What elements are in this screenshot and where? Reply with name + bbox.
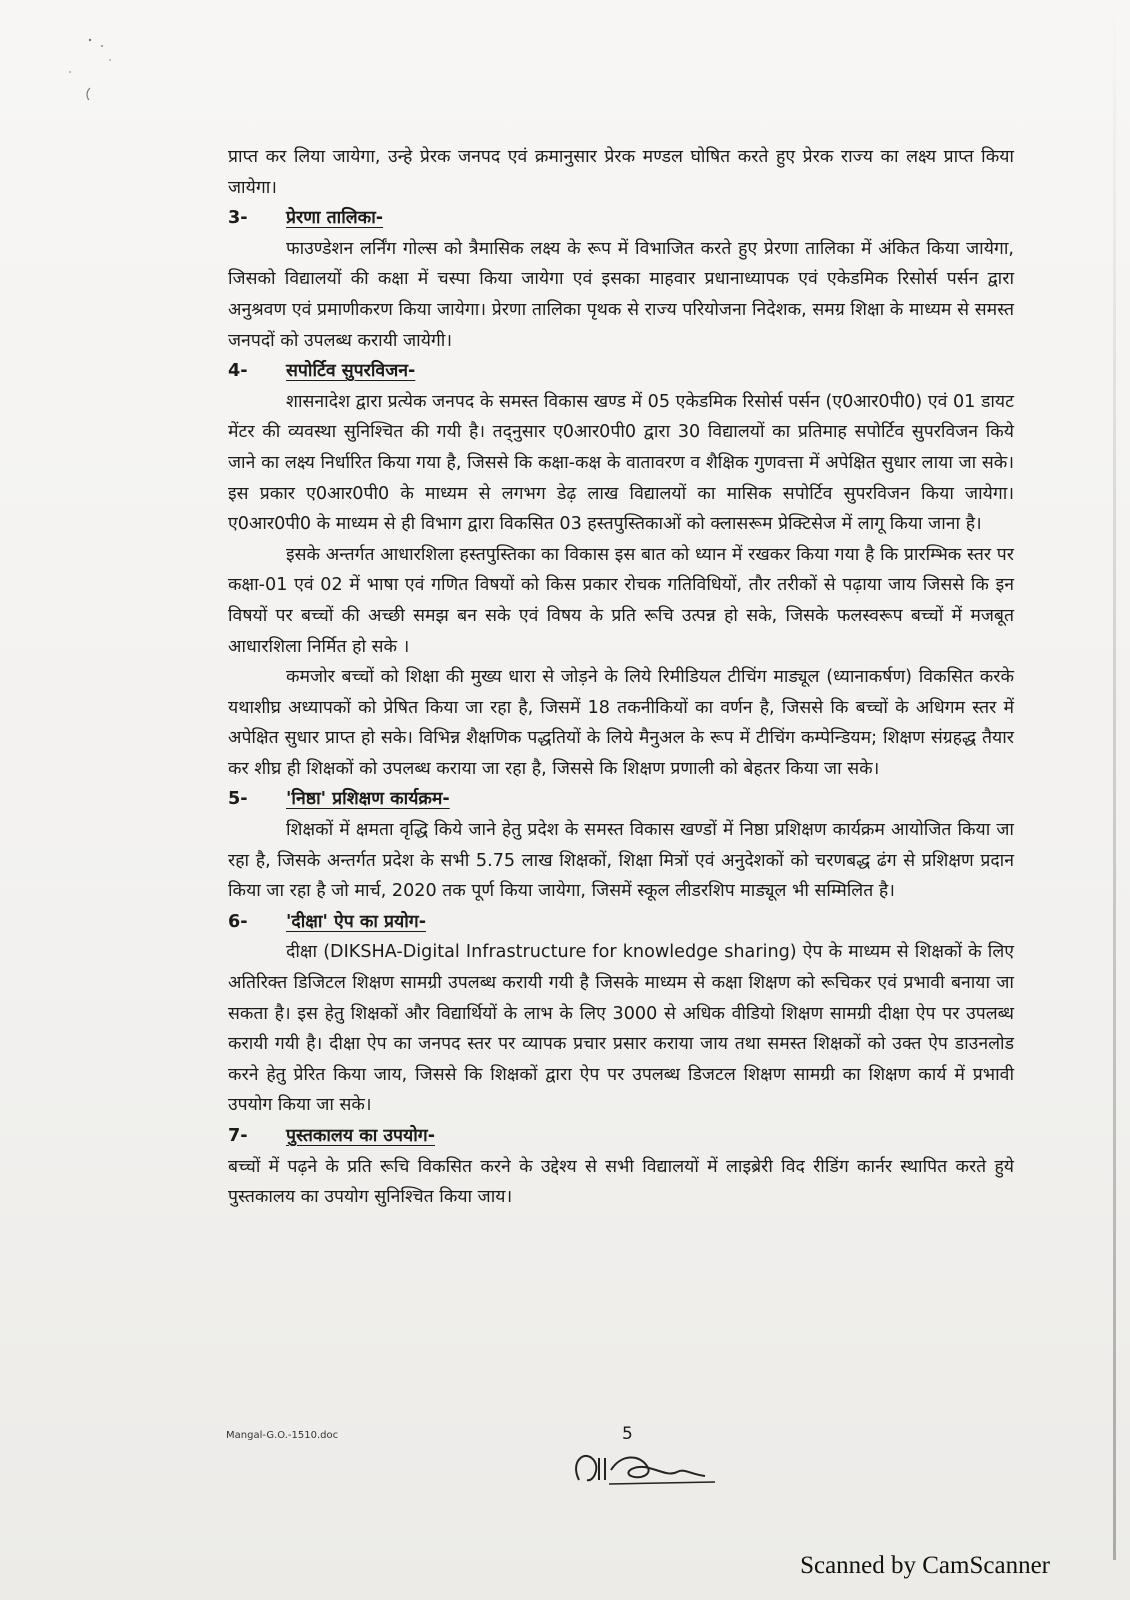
section-title: प्रेरणा तालिका-: [286, 208, 384, 229]
page-edge-shadow: [1113, 0, 1116, 1560]
section-heading-5: [228, 784, 1014, 815]
section-heading-7: [228, 1121, 1014, 1152]
section-title: 'निष्ठा' प्रशिक्षण कार्यक्रम-: [286, 789, 450, 810]
page-number: 5: [622, 1424, 633, 1444]
paragraph-remedial-teaching: कमजोर बच्चों को शिक्षा की मुख्य धारा से जोड़ने के लिये रिमीडियल टीचिंग माड्यूल (ध्यानाकर्षण) विकसित करके यथाशीघ्र अध्यापकों को प्रेषित किया जा रहा है, जिसमें 18 तकनीकियों का वर्णन है, जिससे कि बच्चों के अधिगम स्तर में अपेक्षित सुधार प्राप्त हो सके। विभिन्न शैक्षणिक पद्धतियों के लिये मैनुअल के रूप में टीचिंग कम्पेन्डियम; शिक्षण संग्रहद्ध तैयार कर शीघ्र ही शिक्षकों को उपलब्ध कराया जा रहा है, जिससे कि शिक्षण प्रणाली को बेहतर किया जा सके।: [228, 667, 1014, 779]
document-filename: Mangal-G.O.-1510.doc: [226, 1430, 339, 1441]
section-number: 7-: [228, 1126, 248, 1146]
paragraph-library-use: बच्चों में पढ़ने के प्रति रूचि विकसित करने के उद्देश्य से सभी विद्यालयों में लाइब्रेरी विद रीडिंग कार्नर स्थापित करते हुये पुस्तकालय का उपयोग सुनिश्चित किया जाय।: [228, 1156, 1014, 1208]
section-number: 3-: [228, 208, 248, 229]
document-body: [228, 142, 1014, 1213]
paragraph-aadharshila: इसके अन्तर्गत आधारशिला हस्तपुस्तिका का विकास इस बात को ध्यान में रखकर किया गया है कि प्रारम्भिक स्तर पर कक्षा-01 एवं 02 में भाषा एवं गणित विषयों को किस प्रकार रोचक गतिविधियों, तौर तरीकों से पढ़ाया जाय जिससे कि इन विषयों पर बच्चों की अच्छी समझ बन सके एवं विषय के प्रति रूचि उत्पन्न हो सके, जिसके फलस्वरूप बच्चों में मजबूत आधारशिला निर्मित हो सके ।: [228, 544, 1014, 657]
section-number: 5-: [228, 789, 248, 810]
section-title: 'दीक्षा' ऐप का प्रयोग-: [286, 911, 426, 932]
section-number: 4-: [228, 361, 248, 382]
paragraph-intro-continuation: प्राप्त कर लिया जायेगा, उन्हे प्रेरक जनपद एवं क्रमानुसार प्रेरक मण्डल घोषित करते हुए प्रेरक राज्य का लक्ष्य प्राप्त किया जायेगा।: [228, 147, 1014, 198]
section-heading-3: [228, 203, 1014, 234]
paragraph-diksha-app: दीक्षा (DIKSHA-Digital Infrastructure for knowledge sharing) ऐप के माध्यम से शिक्षकों के लिए अतिरिक्त डिजिटल शिक्षण सामग्री उपलब्ध करायी गयी है जिसके माध्यम से कक्षा शिक्षण को रूचिकर एवं प्रभावी बनाया जा सकता है। इस हेतु शिक्षकों और विद्यार्थियों के लाभ के लिए 3000 से अधिक वीडियो शिक्षण सामग्री दीक्षा ऐप पर उपलब्ध करायी गयी है। दीक्षा ऐप का जनपद स्तर पर व्यापक प्रचार प्रसार कराया जाय तथा समस्त शिक्षकों को उक्त ऐप डाउनलोड करने हेतु प्रेरित किया जाय, जिससे कि शिक्षकों द्वारा ऐप पर उपलब्ध डिजटल शिक्षण सामग्री का शिक्षण कार्य में प्रभावी उपयोग किया जा सके।: [228, 942, 1014, 1116]
paragraph-supportive-supervision: शासनादेश द्वारा प्रत्येक जनपद के समस्त विकास खण्ड में 05 एकेडमिक रिसोर्स पर्सन (ए0आर0पी0) एवं 01 डायट मेंटर की व्यवस्था सुनिश्चित की गयी है। तद्नुसार ए0आर0पी0 द्वारा 30 विद्यालयों का प्रतिमाह सपोर्टिव सुपरविजन किये जाने का लक्ष्य निर्धारित किया गया है, जिससे कि कक्षा-कक्ष के वातावरण व शैक्षिक गुणवत्ता में अपेक्षित सुधार लाया जा सके। इस प्रकार ए0आर0पी0 के माध्यम से लगभग डेढ़ लाख विद्यालयों का मासिक सपोर्टिव सुपरविजन किया जायेगा। ए0आर0पी0 के माध्यम से ही विभाग द्वारा विकसित 03 हस्तपुस्तिकाओं को क्लासरूम प्रेक्टिसेज में लागू किया जाना है।: [228, 391, 1014, 535]
section-heading-6: [228, 907, 1014, 938]
scan-specks: [60, 30, 120, 100]
section-number: 6-: [228, 911, 248, 932]
section-heading-4: [228, 356, 1014, 387]
paragraph-nishtha-training: शिक्षकों में क्षमता वृद्धि किये जाने हेतु प्रदेश के समस्त विकास खण्डों में निष्ठा प्रशिक्षण कार्यक्रम आयोजित किया जा रहा है, जिसके अन्तर्गत प्रदेश के सभी 5.75 लाख शिक्षकों, शिक्षा मित्रों एवं अनुदेशकों को चरणबद्ध ढंग से प्रशिक्षण प्रदान किया जा रहा है जो मार्च, 2020 तक पूर्ण किया जायेगा, जिसमें स्कूल लीडरशिप माड्यूल भी सम्मिलित है।: [228, 820, 1014, 902]
scanner-watermark: Scanned by CamScanner: [800, 1552, 1050, 1579]
section-title: पुस्तकालय का उपयोग-: [286, 1126, 435, 1146]
paragraph-prerna-talika: फाउण्डेशन लर्निंग गोल्स को त्रैमासिक लक्ष्य के रूप में विभाजित करते हुए प्रेरणा तालिका में अंकित किया जायेगा, जिसको विद्यालयों की कक्षा में चस्पा किया जायेगा एवं इसका माहवार प्रधानाध्यापक एवं एकेडमिक रिसोर्स पर्सन द्वारा अनुश्रवण एवं प्रमाणीकरण किया जायेगा। प्रेरणा तालिका पृथक से राज्य परियोजना निदेशक, समग्र शिक्षा के माध्यम से समस्त जनपदों को उपलब्ध करायी जायेगी।: [228, 238, 1014, 351]
section-title: सपोर्टिव सुपरविजन-: [286, 361, 416, 382]
signature-mark: [565, 1440, 725, 1500]
